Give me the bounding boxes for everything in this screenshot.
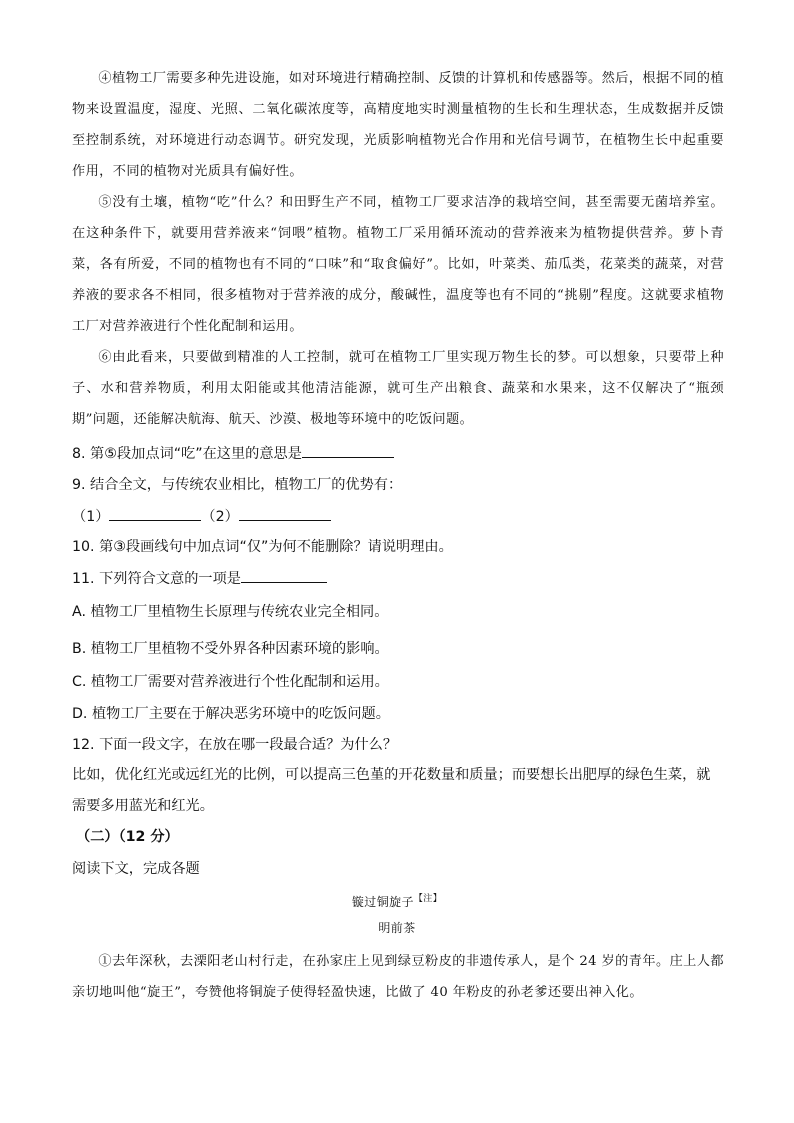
option-a[interactable]: A. 植物工厂里植物生长原理与传统农业完全相同。 [72,604,389,620]
answer-blank-9-1[interactable] [109,505,201,521]
question-8-text: 8. 第⑤段加点词“吃”在这里的意思是 [72,446,302,462]
article-author: 明前茶 [378,921,416,935]
section-two-heading: （二）（12 分） [76,829,179,845]
q9-label-2: （2） [201,509,239,525]
answer-blank-9-2[interactable] [239,505,331,521]
question-9-answers [72,505,331,526]
question-10: 10. 第③段画线句中加点词“仅”为何不能删除？请说明理由。 [72,539,453,555]
question-12-passage: 比如，优化红光或远红光的比例，可以提高三色堇的开花数量和质量；而要想长出肥厚的绿色生菜，就需要多用蓝光和红光。 [72,767,711,814]
answer-blank-11[interactable] [241,567,327,583]
q9-label-1: （1） [72,509,110,525]
title-note-marker: 【注】 [413,894,443,904]
article-title [0,891,794,910]
answer-blank-8[interactable] [302,442,394,458]
paragraph-6: ⑥由此看来，只要做到精准的人工控制，就可在植物工厂里实现万物生长的梦。可以想象，只要带上种子、水和营养物质，利用太阳能或其他清洁能源，就可生产出粮食、蔬菜和水果来，这不仅解决了“瓶颈期”问题，还能解决航海、航天、沙漠、极地等环境中的吃饭问题。 [72,350,724,427]
paragraph-5: ⑤没有土壤，植物“吃”什么？和田野生产不同，植物工厂要求洁净的栽培空间，甚至需要无菌培养室。在这种条件下，就要用营养液来“饲喂”植物。植物工厂采用循环流动的营养液来为植物提供营养。萝卜青菜，各有所爱，不同的植物也有不同的“口味”和“取食偏好”。比如，叶菜类、茄瓜类，花菜类的蔬菜，对营养液的要求各不相同，很多植物对于营养液的成分，酸碱性，温度等也有不同的“挑剔”程度。这就要求植物工厂对营养液进行个性化配制和运用。 [72,195,724,334]
paragraph-4: ④植物工厂需要多种先进设施，如对环境进行精确控制、反馈的计算机和传感器等。然后，根据不同的植物来设置温度，湿度、光照、二氧化碳浓度等，高精度地实时测量植物的生长和生理状态，生成数据并反馈至控制系统，对环境进行动态调节。研究发现，光质影响植物光合作用和光信号调节，在植物生长中起重要作用，不同的植物对光质具有偏好性。 [72,71,724,179]
question-12: 12. 下面一段文字，在放在哪一段最合适？为什么？ [72,737,398,753]
option-c[interactable]: C. 植物工厂需要对营养液进行个性化配制和运用。 [72,674,389,690]
question-11 [72,567,327,588]
article-title-text: 镟过铜旋子 [351,895,414,909]
question-11-text: 11. 下列符合文意的一项是 [72,571,241,587]
section-two-instruction: 阅读下文，完成各题 [72,861,200,877]
question-9: 9. 结合全文，与传统农业相比，植物工厂的优势有： [72,477,403,493]
option-d[interactable]: D. 植物工厂主要在于解决恶劣环境中的吃饭问题。 [72,706,390,722]
question-8 [72,442,394,463]
option-b[interactable]: B. 植物工厂里植物不受外界各种因素环境的影响。 [72,641,389,657]
article-paragraph-1: ①去年深秋，去溧阳老山村行走，在孙家庄上见到绿豆粉皮的非遗传承人，是个 24 岁的青年。庄上人都亲切地叫他“旋王”，夸赞他将铜旋子使得轻盈快速，比做了 40 年粉皮的孙老爹还要出神入化。 [72,954,724,1000]
